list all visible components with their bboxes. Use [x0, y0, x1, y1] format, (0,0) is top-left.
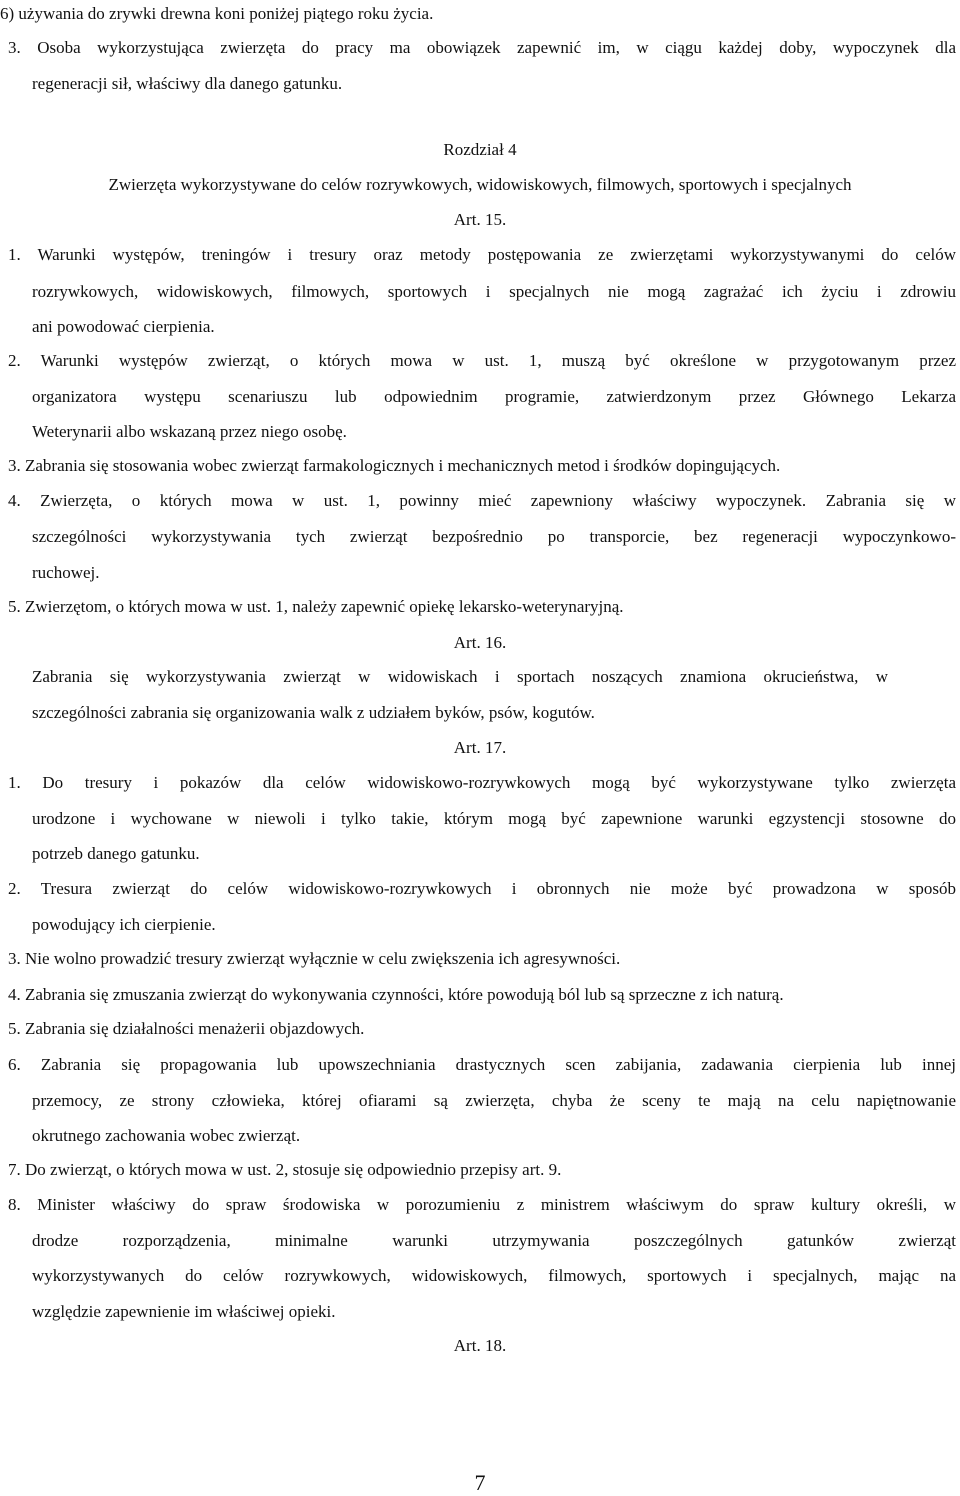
text-line: 2. Tresura zwierząt do celów widowiskowo-rozrywkowych i obronnych nie może być prowadzona w sposób — [8, 879, 956, 898]
text-line: 3. Zabrania się stosowania wobec zwierząt farmakologicznych i mechanicznych metod i środków dopingujących. — [8, 456, 781, 475]
text-line: powodujący ich cierpienie. — [32, 915, 216, 934]
text-line: organizatora występu scenariuszu lub odpowiednim programie, zatwierdzonym przez Głównego Lekarza — [32, 387, 956, 406]
text-line: 1. Warunki występów, treningów i tresury oraz metody postępowania ze zwierzętami wykorzystywanymi do celów — [8, 245, 956, 264]
page-number: 7 — [474, 1470, 486, 1495]
text-line: drodze rozporządzenia, minimalne warunki utrzymywania poszczególnych gatunków zwierząt — [32, 1231, 956, 1250]
text-line: 1. Do tresury i pokazów dla celów widowiskowo-rozrywkowych mogą być wykorzystywane tylko zwierzęta — [8, 773, 956, 792]
text-line: 5. Zwierzętom, o których mowa w ust. 1, należy zapewnić opiekę lekarsko-weterynaryjną. — [8, 597, 624, 616]
article-heading: Art. 15. — [453, 210, 507, 229]
text-line: 4. Zabrania się zmuszania zwierząt do wykonywania czynności, które powodują ból lub są sprzeczne z ich naturą. — [8, 985, 784, 1004]
text-line: Weterynarii albo wskazaną przez niego osobę. — [32, 422, 347, 441]
text-line: 6. Zabrania się propagowania lub upowszechniania drastycznych scen zabijania, zadawania cierpienia lub innej — [8, 1055, 956, 1074]
article-heading: Art. 16. — [453, 633, 507, 652]
text-line: 4. Zwierzęta, o których mowa w ust. 1, powinny mieć zapewniony właściwy wypoczynek. Zabrania się w — [8, 491, 956, 510]
text-line: 2. Warunki występów zwierząt, o których mowa w ust. 1, muszą być określone w przygotowanym przez — [8, 351, 956, 370]
article-heading: Art. 18. — [453, 1336, 507, 1355]
text-line: urodzone i wychowane w niewoli i tylko takie, którym mogą być zapewnione warunki egzystencji stosowne do — [32, 809, 956, 828]
text-line: ruchowej. — [32, 563, 100, 582]
text-line: 5. Zabrania się działalności menażerii objazdowych. — [8, 1019, 365, 1038]
text-line: 3. Nie wolno prowadzić tresury zwierząt wyłącznie w celu zwiększenia ich agresywności. — [8, 949, 621, 968]
text-line: wykorzystywanych do celów rozrywkowych, widowiskowych, filmowych, sportowych i specjalnych, mając na — [32, 1266, 956, 1285]
text-line: rozrywkowych, widowiskowych, filmowych, sportowych i specjalnych nie mogą zagrażać ich życiu i zdrowiu — [32, 282, 956, 301]
text-line: okrutnego zachowania wobec zwierząt. — [32, 1126, 301, 1145]
text-line: szczególności zabrania się organizowania walk z udziałem byków, psów, kogutów. — [32, 703, 595, 722]
text-line: względzie zapewnienie im właściwej opieki. — [32, 1302, 336, 1321]
text-line: potrzeb danego gatunku. — [32, 844, 200, 863]
text-line: przemocy, ze strony człowieka, której ofiarami są zwierzęta, chyba że sceny te mają na celu napiętnowanie — [32, 1091, 956, 1110]
text-line: 3. Osoba wykorzystująca zwierzęta do pracy ma obowiązek zapewnić im, w ciągu każdej doby, wypoczynek dla — [8, 38, 956, 57]
text-line: 6) używania do zrywki drewna koni poniżej piątego roku życia. — [0, 4, 434, 23]
text-line: Zabrania się wykorzystywania zwierząt w widowiskach i sportach noszących znamiona okrucieństwa, w — [32, 667, 888, 686]
chapter-heading: Rozdział 4 — [443, 140, 517, 159]
chapter-title: Zwierzęta wykorzystywane do celów rozrywkowych, widowiskowych, filmowych, sportowych i specjalnych — [108, 175, 852, 194]
text-line: 7. Do zwierząt, o których mowa w ust. 2, stosuje się odpowiednio przepisy art. 9. — [8, 1160, 562, 1179]
article-heading: Art. 17. — [453, 738, 507, 757]
text-line: 8. Minister właściwy do spraw środowiska w porozumieniu z ministrem właściwym do spraw kultury określi, w — [8, 1195, 956, 1214]
text-line: ani powodować cierpienia. — [32, 317, 215, 336]
text-line: szczególności wykorzystywania tych zwierząt bezpośrednio po transporcie, bez regeneracji wypoczynkowo- — [32, 527, 956, 546]
text-line: regeneracji sił, właściwy dla danego gatunku. — [32, 74, 343, 93]
